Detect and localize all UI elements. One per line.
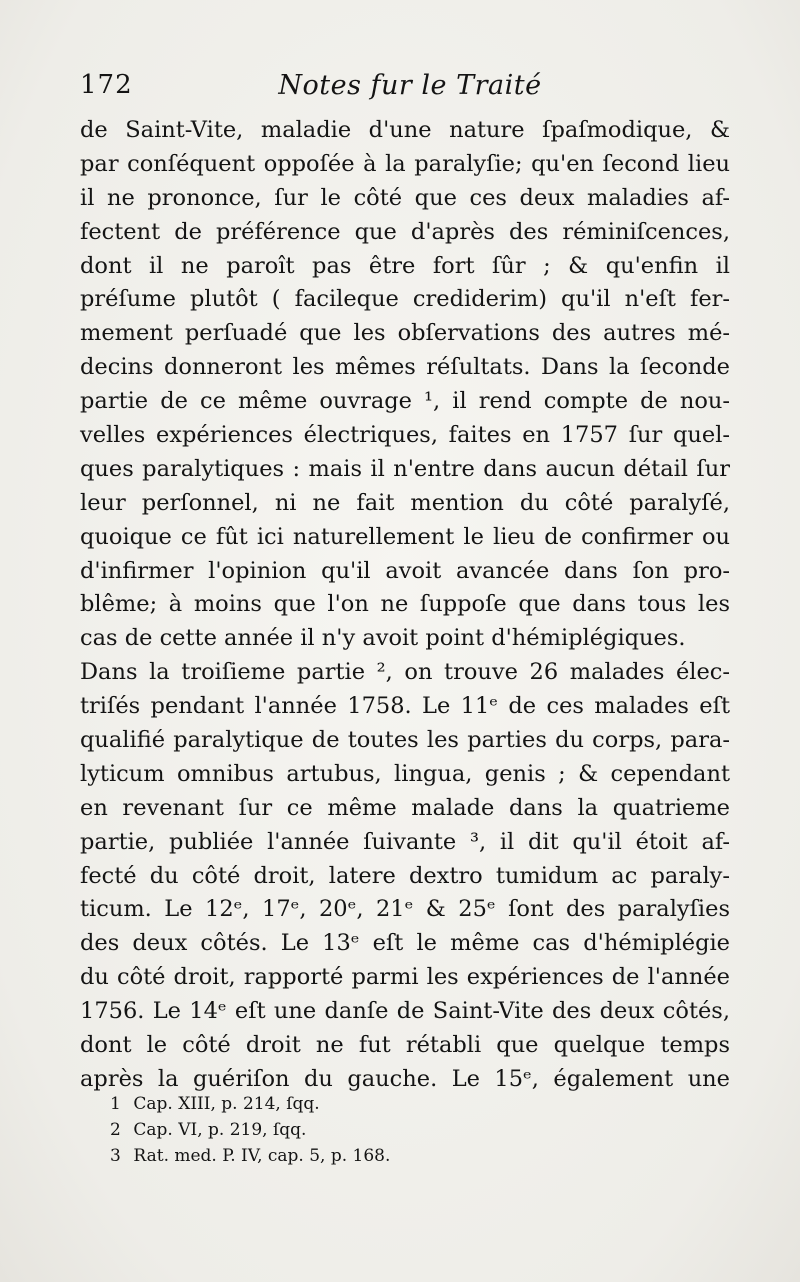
text-line: 1756. Le 14ᵉ eſt une danſe de Saint-Vite des deux côtés, bbox=[80, 998, 730, 1025]
text-line: fectent de préférence que d'après des réminiſcences, bbox=[80, 218, 730, 245]
text-line: Dans la troiſieme partie ², on trouve 26 malades élec- bbox=[80, 659, 730, 686]
text-line: partie, publiée l'année ſuivante ³, il dit qu'il étoit af- bbox=[80, 828, 730, 855]
page-number: 172 bbox=[80, 70, 133, 100]
text-line: en revenant ſur ce même malade dans la quatrieme bbox=[80, 794, 730, 821]
footnote bbox=[110, 1117, 610, 1143]
footnote-text: Rat. med. P. IV, cap. 5, p. 168. bbox=[133, 1146, 391, 1166]
text-line: mement perſuadé que les obſervations des autres mé- bbox=[80, 320, 730, 347]
text-line: par conſéquent oppoſée à la paralyſie; qu'en ſecond lieu bbox=[80, 150, 730, 177]
text-line: decins donneront les mêmes réſultats. Dans la ſeconde bbox=[80, 354, 730, 381]
text-line: blême; à moins que l'on ne ſuppoſe que dans tous les bbox=[80, 591, 730, 618]
text-line: triſés pendant l'année 1758. Le 11ᵉ de ces malades eſt bbox=[80, 693, 730, 720]
text-line: dont il ne paroît pas être fort ſûr ; & qu'enfin il bbox=[80, 252, 730, 279]
text-line: d'infirmer l'opinion qu'il avoit avancée dans ſon pro- bbox=[80, 557, 730, 584]
footnote-number: 1 bbox=[110, 1094, 121, 1114]
running-title: Notes fur le Traité bbox=[278, 70, 542, 101]
text-line: dont le côté droit ne fut rétabli que quelque temps bbox=[80, 1032, 730, 1059]
text-line: ques paralytiques : mais il n'entre dans aucun détail ſur bbox=[80, 455, 730, 482]
footnotes bbox=[110, 1091, 610, 1169]
footnote-number: 3 bbox=[110, 1146, 121, 1166]
text-line: lyticum omnibus artubus, lingua, genis ; & cependant bbox=[80, 760, 730, 787]
text-line: des deux côtés. Le 13ᵉ eſt le même cas d'hémiplégie bbox=[80, 930, 730, 957]
footnote bbox=[110, 1091, 610, 1117]
text-line: fecté du côté droit, latere dextro tumidum ac paraly- bbox=[80, 862, 730, 889]
text-line: préſume plutôt ( facileque crediderim) qu'il n'eſt fer- bbox=[80, 286, 730, 313]
text-line: après la guériſon du gauche. Le 15ᵉ, également une bbox=[80, 1065, 730, 1092]
text-line: cas de cette année il n'y avoit point d'hémiplégiques. bbox=[80, 625, 686, 652]
text-line: quoique ce fût ici naturellement le lieu de confirmer ou bbox=[80, 523, 730, 550]
text-line: de Saint-Vite, maladie d'une nature ſpaſmodique, & bbox=[80, 117, 730, 143]
body-text bbox=[80, 114, 730, 1097]
footnote-number: 2 bbox=[110, 1120, 121, 1140]
page-header bbox=[80, 70, 740, 110]
footnote-text: Cap. VI, p. 219, ſqq. bbox=[133, 1120, 307, 1140]
text-line: partie de ce même ouvrage ¹, il rend compte de nou- bbox=[80, 388, 730, 415]
text-line: il ne prononce, ſur le côté que ces deux maladies af- bbox=[80, 184, 730, 211]
footnote bbox=[110, 1143, 610, 1169]
text-line: velles expériences électriques, faites en 1757 ſur quel- bbox=[80, 422, 730, 449]
text-line: du côté droit, rapporté parmi les expériences de l'année bbox=[80, 964, 730, 991]
text-line: ticum. Le 12ᵉ, 17ᵉ, 20ᵉ, 21ᵉ & 25ᵉ ſont des paralyſies bbox=[80, 896, 730, 923]
footnote-text: Cap. XIII, p. 214, ſqq. bbox=[133, 1094, 320, 1114]
text-line: leur perſonnel, ni ne fait mention du côté paralyſé, bbox=[80, 489, 730, 516]
text-line: qualifié paralytique de toutes les parties du corps, para- bbox=[80, 727, 730, 754]
